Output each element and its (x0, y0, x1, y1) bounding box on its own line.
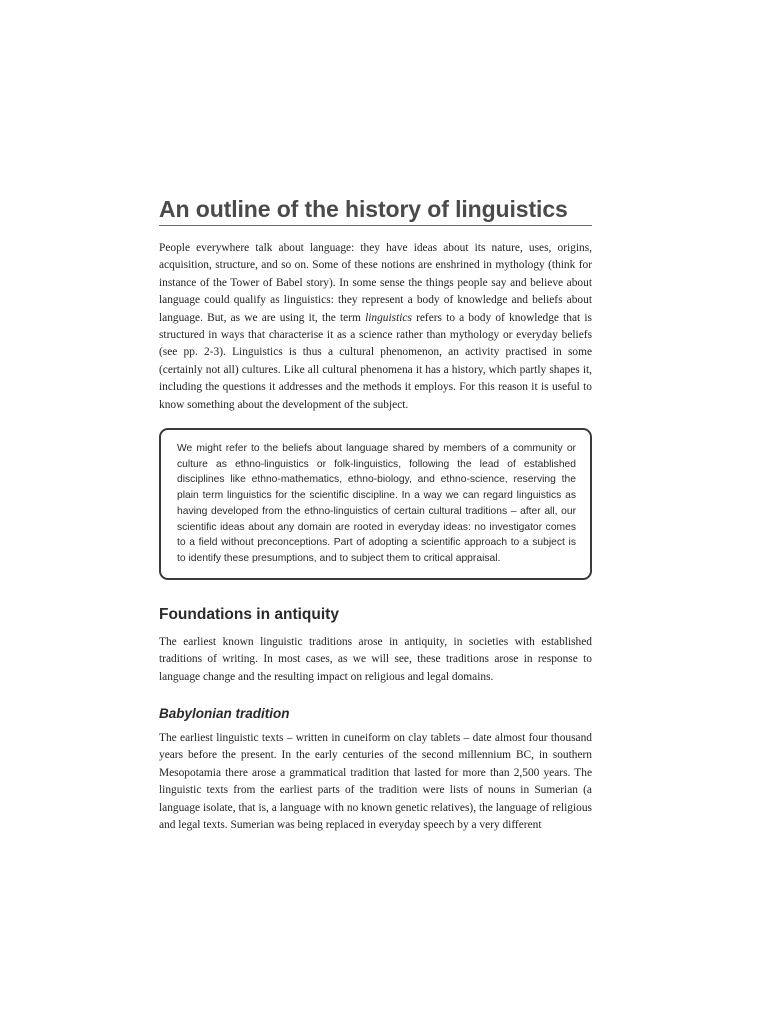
callout-text: We might refer to the beliefs about language shared by members of a community or culture as ethno-linguistics or folk-linguistics, following the lead of established disciplines like ethno-mathematics, ethno-biology, and ethno-science, reserving the plain term linguistics for the scientific discipline. In a way we can regard linguistics as having developed from the ethno-linguistics of certain cultural traditions – after all, our scientific ideas about any domain are rooted in everyday ideas: no investigator comes to a field without preconceptions. Part of adopting a scientific approach to a subject is to identify these presumptions, and to subject them to critical appraisal. (177, 443, 576, 564)
intro-paragraph (159, 240, 592, 414)
intro-text-end: refers to a body of knowledge that is structured in ways that characterise it as a science rather than mythology or everyday beliefs (see pp. 2-3). Linguistics is thus a cultural phenomenon, an activity practised in some (certainly not all) cultures. Like all cultural phenomena it has a history, which partly shapes it, including the questions it addresses and the methods it employs. For this reason it is useful to know something about the development of the subject. (159, 311, 592, 411)
subsection-heading-babylonian: Babylonian tradition (159, 705, 290, 721)
callout-box (159, 428, 592, 580)
chapter-title: An outline of the history of linguistics (159, 196, 592, 226)
antiquity-paragraph: The earliest known linguistic traditions arose in antiquity, in societies with established traditions of writing. In most cases, as we will see, these traditions arose in response to language change and the resulting impact on religious and legal domains. (159, 635, 592, 683)
intro-text-start: People everywhere talk about language: they have ideas about its nature, uses, origins, acquisition, structure, and so on. Some of these notions are enshrined in mythology (think for instance of the Tower of Babel story). In some sense the things people say and believe about language could qualify as linguistics: they represent a body of knowledge and beliefs about language. But, as we are using it, the term (159, 242, 592, 324)
book-page (159, 196, 592, 834)
section-heading-antiquity: Foundations in antiquity (159, 605, 339, 623)
babylonian-paragraph: The earliest linguistic texts – written in cuneiform on clay tablets – date almost four thousand years before the present. In the early centuries of the second millennium BC, in southern Mesopotamia there arose a grammatical tradition that lasted for more than 2,500 years. The linguistic texts from the earliest parts of the tradition were lists of nouns in Sumerian (a language isolate, that is, a language with no known genetic relatives), the language of religious and legal texts. Sumerian was being replaced in everyday speech by a very different (159, 731, 592, 831)
intro-term-linguistics: linguistics (365, 311, 412, 324)
